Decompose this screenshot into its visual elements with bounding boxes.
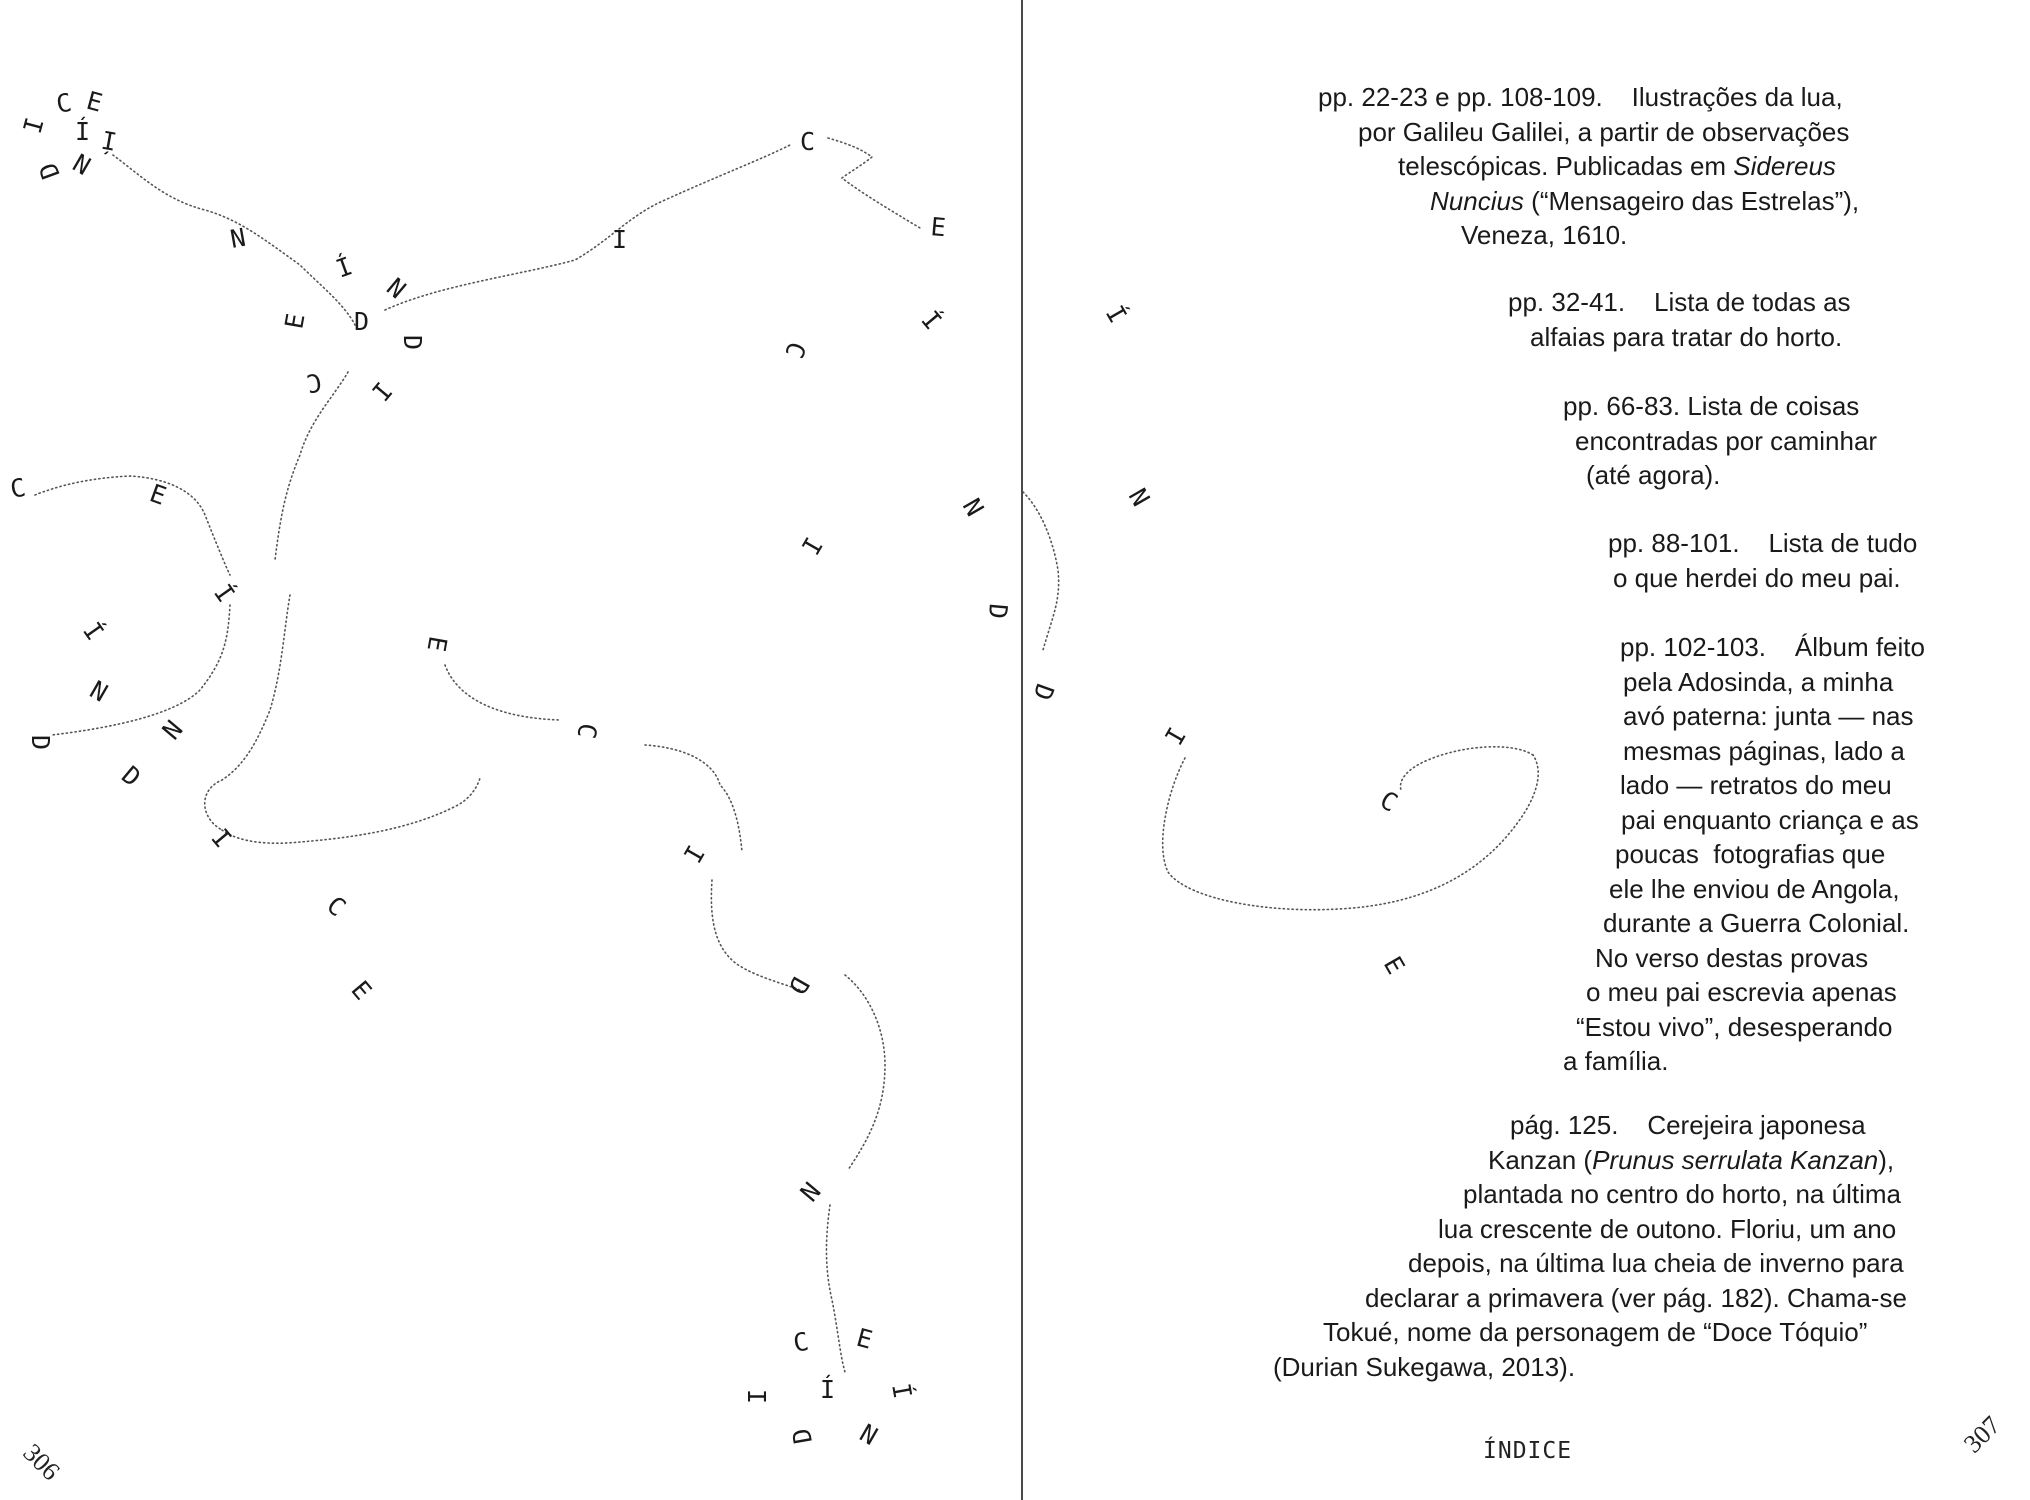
- svg-text:C: C: [571, 720, 603, 741]
- entry-line: pp. 22-23 e pp. 108-109. Ilustrações da lua,: [1318, 82, 1843, 112]
- svg-text:N: N: [85, 675, 113, 708]
- index-entry-coisas: [1023, 389, 1877, 493]
- index-entry-album: [1023, 630, 1925, 1079]
- dotted-trails-left: [35, 138, 920, 1372]
- svg-text:E: E: [421, 633, 453, 654]
- svg-text:Í: Í: [886, 1381, 918, 1401]
- svg-text:D: D: [26, 735, 55, 751]
- entry-line: pp. 102-103. Álbum feito: [1620, 632, 1925, 662]
- svg-text:I: I: [612, 225, 628, 254]
- svg-text:E: E: [83, 85, 106, 118]
- svg-text:N: N: [956, 493, 990, 522]
- entry-line: mesmas páginas, lado a: [1623, 735, 1905, 766]
- svg-text:D: D: [354, 307, 370, 336]
- svg-text:I: I: [795, 532, 828, 560]
- svg-text:C: C: [321, 890, 352, 923]
- svg-text:C: C: [54, 87, 74, 119]
- svg-text:D: D: [982, 602, 1013, 621]
- letter-cluster-bottom: [743, 1323, 917, 1450]
- svg-text:I: I: [1158, 722, 1191, 750]
- svg-text:D: D: [782, 972, 815, 1000]
- entry-line: lado — retratos do meu: [1620, 770, 1892, 800]
- entry-line: pp. 88-101. Lista de tudo: [1608, 528, 1918, 558]
- svg-text:Í: Í: [77, 616, 110, 646]
- entry-line: avó paterna: junta — nas: [1623, 701, 1914, 731]
- svg-text:C: C: [791, 1326, 811, 1358]
- svg-text:Í: Í: [1099, 300, 1133, 329]
- svg-text:I: I: [365, 376, 398, 407]
- entry-line: Veneza, 1610.: [1461, 220, 1628, 250]
- svg-text:Í: Í: [332, 251, 357, 284]
- entry-line: Tokué, nome da personagem de “Doce Tóquio”: [1323, 1317, 1868, 1347]
- index-entry-alfaias: [1023, 285, 1851, 354]
- svg-text:E: E: [345, 975, 378, 1006]
- index-entry-herdei: [1023, 526, 1917, 595]
- entry-line: depois, na última lua cheia de inverno para: [1408, 1248, 1904, 1278]
- svg-text:Í: Í: [820, 1375, 836, 1404]
- entry-line: alfaias para tratar do horto.: [1530, 321, 1843, 352]
- entry-line: pág. 125. Cerejeira japonesa: [1510, 1110, 1866, 1140]
- letter-cluster-centre: [279, 251, 427, 406]
- letter-cluster-top-left: [18, 86, 119, 183]
- entry-line: pai enquanto criança e as: [1621, 804, 1919, 835]
- svg-text:C: C: [800, 127, 816, 156]
- svg-text:C: C: [779, 337, 812, 363]
- svg-text:D: D: [1027, 679, 1060, 705]
- entry-line: por Galileu Galilei, a partir de observações: [1358, 116, 1850, 147]
- svg-text:D: D: [33, 158, 66, 183]
- svg-text:D: D: [116, 760, 147, 793]
- entry-line: pp. 66-83. Lista de coisas: [1563, 391, 1860, 421]
- page-number-right: 307: [1958, 1410, 2007, 1459]
- svg-text:I: I: [677, 840, 710, 868]
- svg-text:I: I: [205, 823, 238, 854]
- svg-text:N: N: [855, 1417, 883, 1450]
- svg-text:N: N: [155, 714, 188, 745]
- svg-text:Í: Í: [208, 578, 241, 608]
- svg-text:N: N: [1122, 483, 1156, 512]
- index-entry-lua: [1023, 80, 1859, 253]
- entry-line: pela Adosinda, a minha: [1623, 666, 1894, 697]
- entry-line: (Durian Sukegawa, 2013).: [1273, 1351, 1576, 1382]
- svg-text:C: C: [8, 472, 28, 504]
- running-head: ÍNDICE: [1483, 1438, 1573, 1464]
- svg-text:N: N: [228, 222, 248, 254]
- entry-line: plantada no centro do horto, na última: [1463, 1179, 1901, 1209]
- scattered-letters-left: [8, 86, 1013, 1450]
- index-entry-cerejeira: [1023, 1108, 1907, 1384]
- right-page: [1023, 0, 2030, 1500]
- svg-text:E: E: [279, 311, 311, 332]
- svg-text:N: N: [68, 147, 96, 180]
- entry-line: ele lhe enviou de Angola,: [1609, 873, 1900, 904]
- entry-line: encontradas por caminhar: [1575, 425, 1878, 456]
- entry-line: durante a Guerra Colonial.: [1603, 908, 1910, 938]
- svg-text:N: N: [793, 1176, 826, 1207]
- svg-text:N: N: [381, 272, 412, 305]
- entry-line: pp. 32-41. Lista de todas as: [1508, 287, 1851, 317]
- svg-text:Í: Í: [99, 124, 120, 156]
- svg-text:Í: Í: [75, 117, 91, 146]
- entry-line: declarar a primavera (ver pág. 182). Chama-se: [1365, 1282, 1907, 1313]
- entry-line: o que herdei do meu pai.: [1613, 562, 1901, 593]
- svg-text:D: D: [786, 1426, 818, 1446]
- entry-line: poucas fotografias que: [1615, 839, 1886, 869]
- entry-line: lua crescente de outono. Floriu, um ano: [1438, 1213, 1897, 1244]
- svg-text:E: E: [145, 478, 171, 511]
- svg-text:I: I: [743, 1388, 772, 1404]
- entry-line: Nuncius (“Mensageiro das Estrelas”),: [1430, 185, 1860, 216]
- svg-text:C: C: [1375, 785, 1403, 818]
- svg-text:E: E: [853, 1322, 876, 1355]
- svg-text:Í: Í: [915, 305, 948, 336]
- entry-line: (até agora).: [1586, 460, 1721, 490]
- entry-line: a família.: [1563, 1046, 1669, 1076]
- svg-text:E: E: [929, 212, 948, 243]
- entry-line: “Estou vivo”, desesperando: [1576, 1011, 1893, 1042]
- entry-line: o meu pai escrevia apenas: [1586, 977, 1897, 1007]
- entry-line: Kanzan (Prunus serrulata Kanzan),: [1488, 1144, 1895, 1175]
- svg-text:I: I: [17, 114, 50, 137]
- entry-line: No verso destas provas: [1595, 942, 1869, 973]
- svg-text:E: E: [1377, 951, 1411, 980]
- page-number-left: 306: [17, 1438, 66, 1487]
- svg-text:C: C: [304, 367, 324, 399]
- svg-text:D: D: [398, 335, 427, 351]
- entry-line: telescópicas. Publicadas em Sidereus: [1398, 151, 1836, 181]
